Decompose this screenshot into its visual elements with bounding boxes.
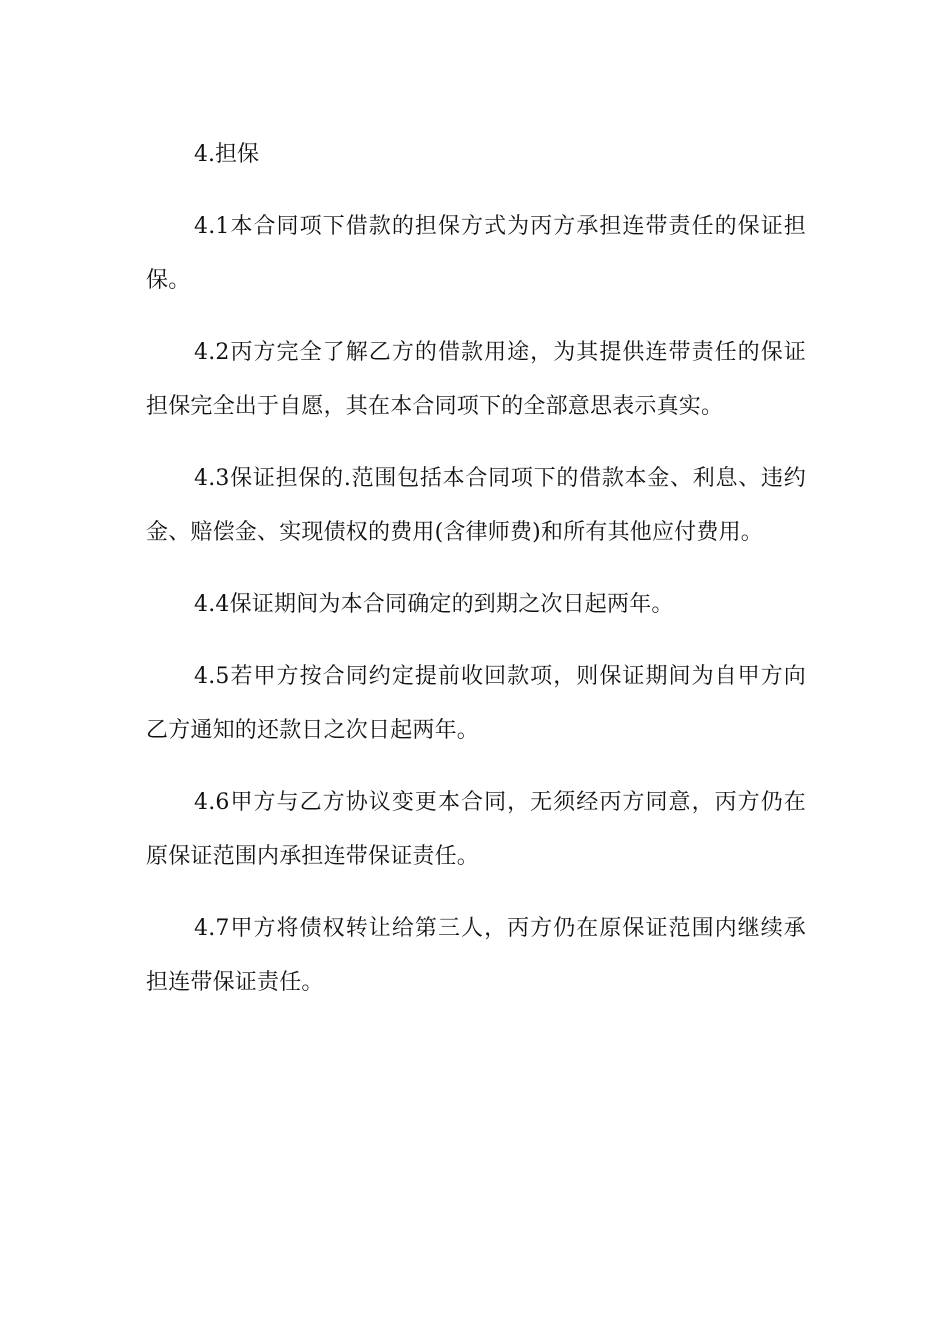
spacer [146, 434, 806, 452]
clause-4-2: 4.2丙方完全了解乙方的借款用途，为其提供连带责任的保证担保完全出于自愿，其在本合同项下的全部意思表示真实。 [146, 340, 806, 419]
spacer [146, 560, 806, 578]
section-heading: 4.担保 [194, 142, 259, 167]
clause-4-7: 4.7甲方将债权转让给第三人，丙方仍在原保证范围内继续承担连带保证责任。 [146, 916, 806, 995]
document-page [146, 128, 806, 1010]
clause-4-1: 4.1本合同项下借款的担保方式为丙方承担连带责任的保证担保。 [146, 214, 806, 293]
clause-4-6: 4.6甲方与乙方协议变更本合同，无须经丙方同意，丙方仍在原保证范围内承担连带保证责任。 [146, 790, 806, 869]
spacer [146, 182, 806, 200]
clause-4-3: 4.3保证担保的.范围包括本合同项下的借款本金、利息、违约金、赔偿金、实现债权的费用(含律师费)和所有其他应付费用。 [146, 466, 806, 545]
spacer [146, 884, 806, 902]
clause-4-4: 4.4保证期间为本合同确定的到期之次日起两年。 [194, 592, 674, 617]
spacer [146, 632, 806, 650]
clause-4-5: 4.5若甲方按合同约定提前收回款项，则保证期间为自甲方向乙方通知的还款日之次日起两年。 [146, 664, 806, 743]
spacer [146, 308, 806, 326]
spacer [146, 758, 806, 776]
